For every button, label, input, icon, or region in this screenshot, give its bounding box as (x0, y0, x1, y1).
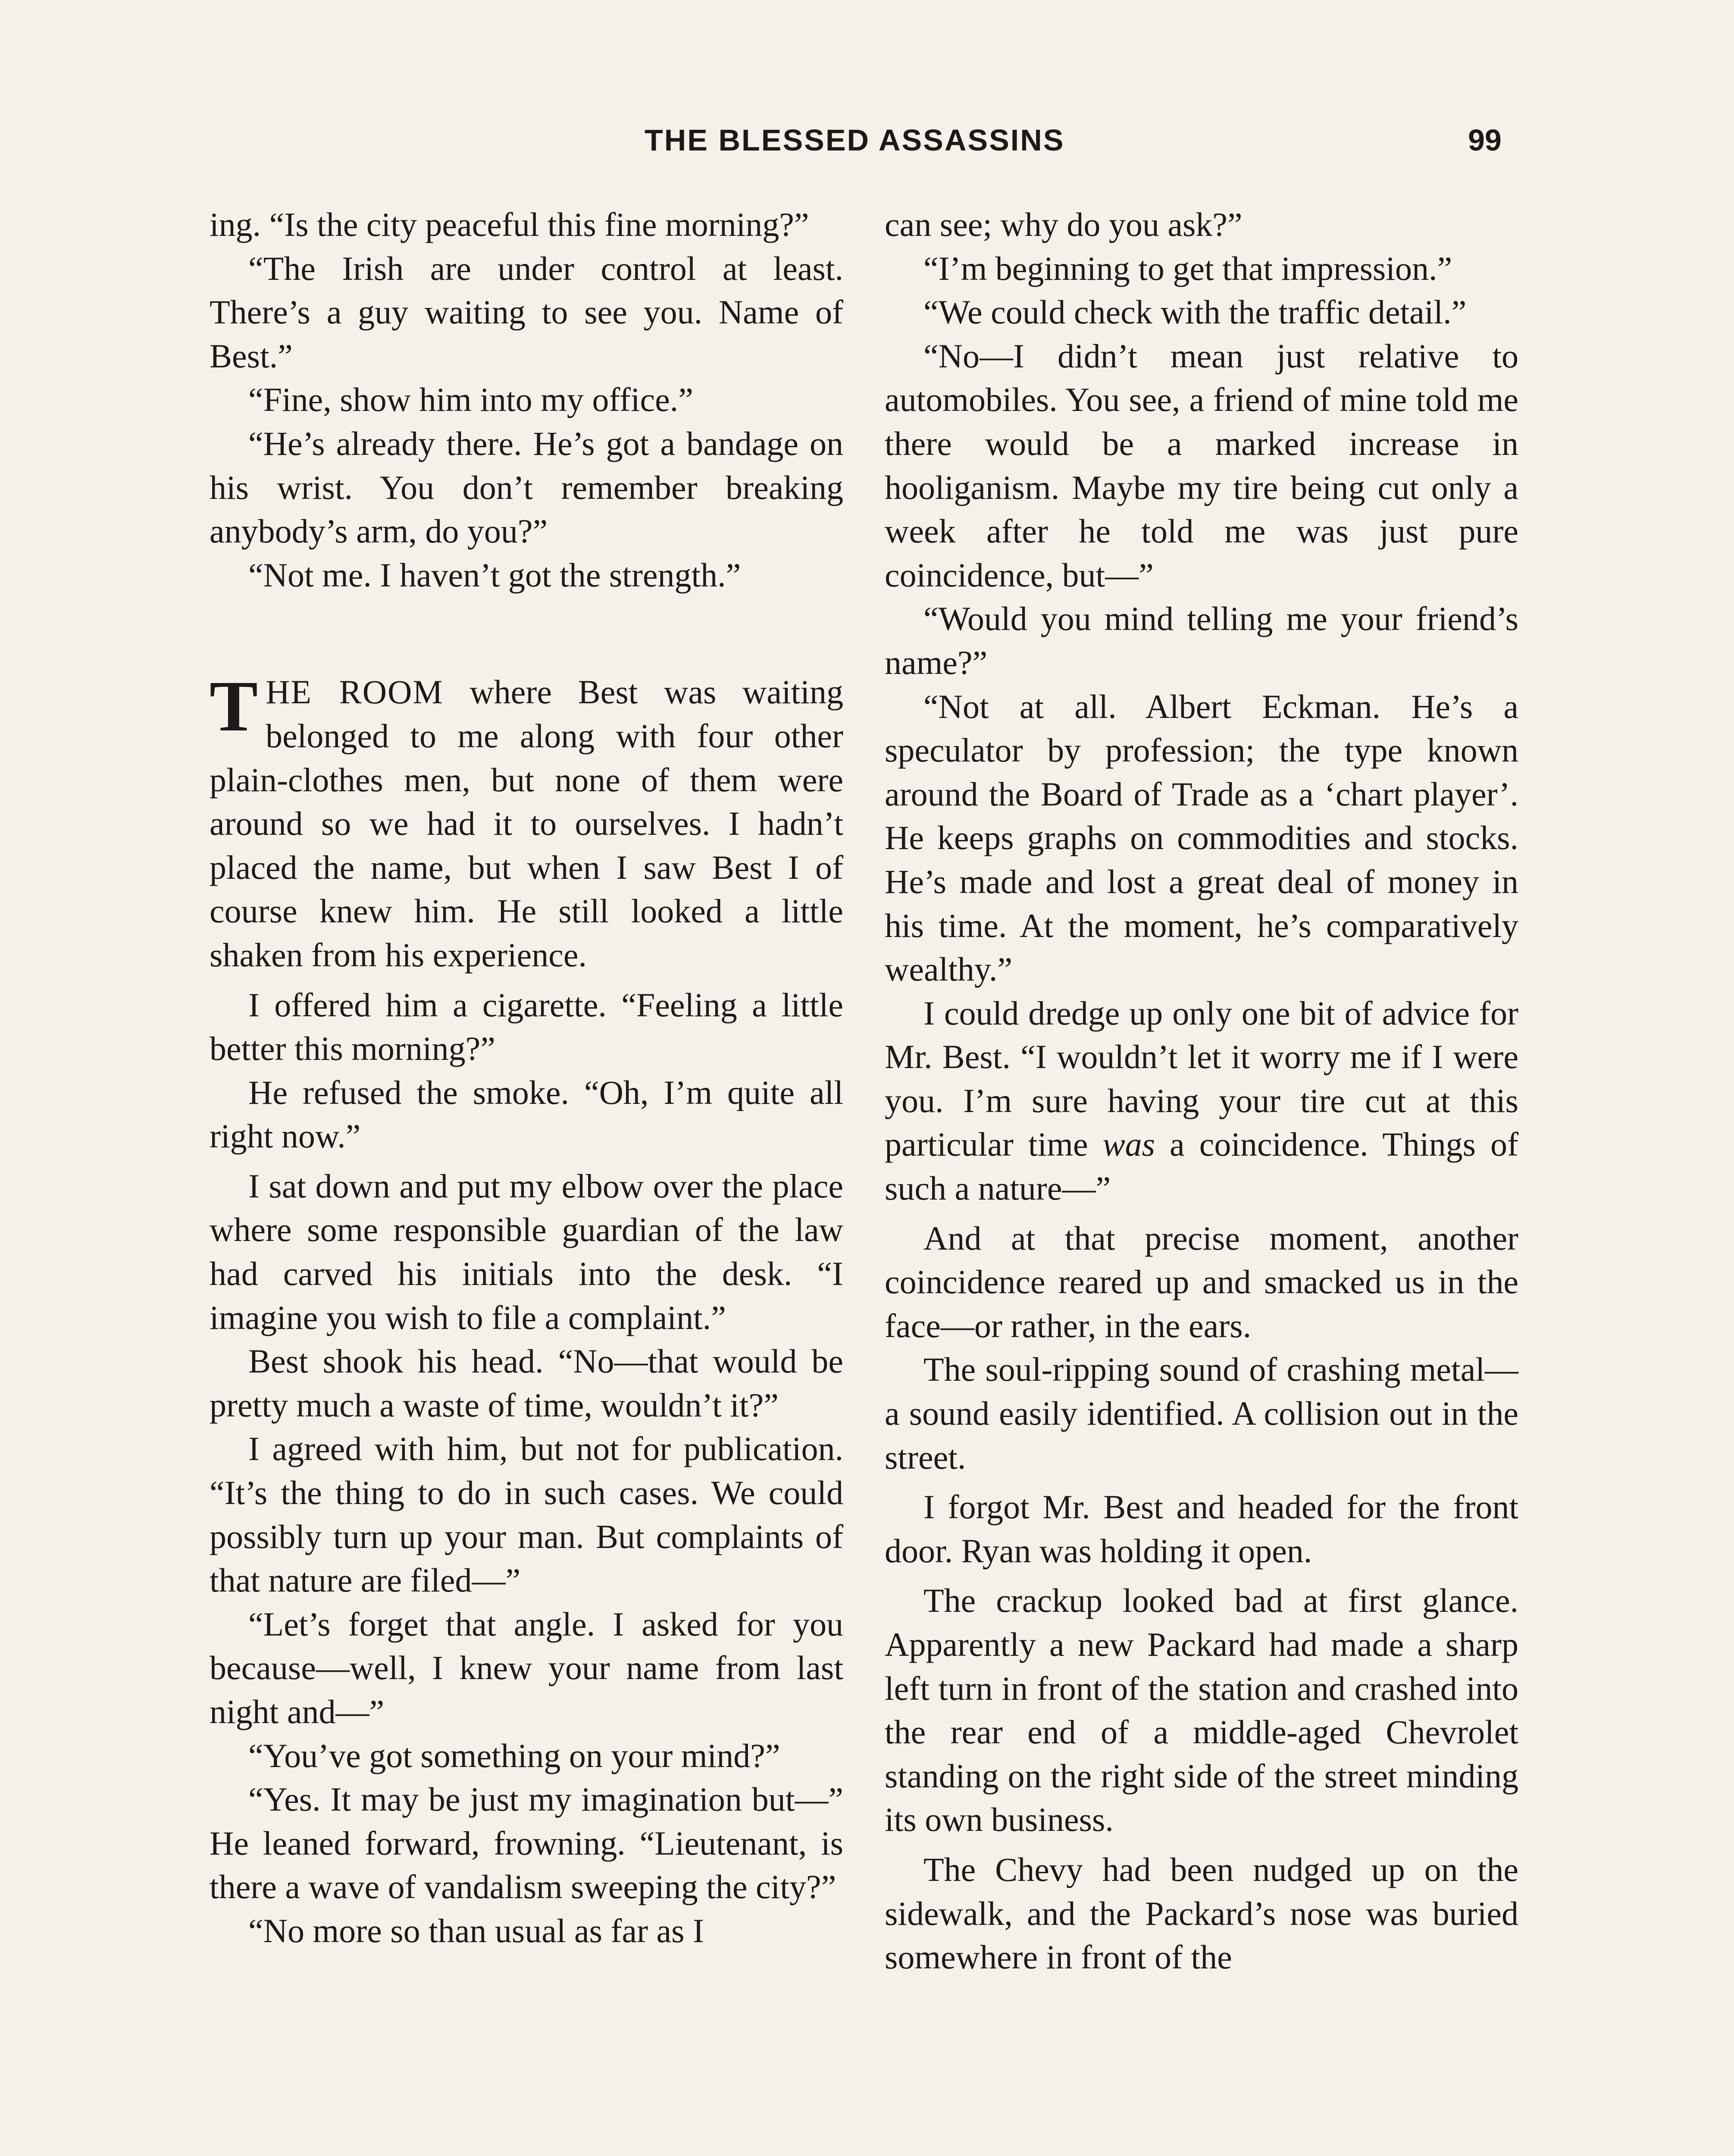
section-opening-paragraph (210, 666, 843, 977)
paragraph: And at that precise moment, another coincidence reared up and smacked us in the face—or rather, in the ears. (885, 1219, 1518, 1344)
paragraph: I offered him a cigarette. “Feeling a little better this morning?” (210, 986, 843, 1068)
paragraph: “Fine, show him into my office.” (248, 381, 693, 419)
paragraph: “Let’s forget that angle. I asked for you because—well, I knew your name from last night and—” (210, 1605, 843, 1730)
paragraph: Best shook his head. “No—that would be pretty much a waste of time, wouldn’t it?” (210, 1342, 843, 1424)
paragraph: ing. “Is the city peaceful this fine morning?” (210, 206, 809, 243)
paragraph: He refused the smoke. “Oh, I’m quite all right now.” (210, 1073, 843, 1155)
paragraph: “Yes. It may be just my imagination but—” He leaned forward, frowning. “Lieutenant, is there a wave of vandalism sweeping the city?” (210, 1780, 843, 1906)
paragraph: The soul-ripping sound of crashing metal—a sound easily identified. A collision out in the street. (885, 1351, 1518, 1476)
paragraph: “The Irish are under control at least. There’s a guy waiting to see you. Name of Best.” (210, 249, 843, 375)
emphasis: was (1102, 1125, 1155, 1163)
left-column (210, 203, 843, 1953)
section-break (210, 597, 843, 670)
paragraph (885, 991, 1518, 1210)
paragraph: “I’m beginning to get that impression.” (923, 249, 1452, 287)
paragraph: “We could check with the traffic detail.” (923, 293, 1467, 331)
paragraph: “Not at all. Albert Eckman. He’s a speculator by profession; the type known around the Board of Trade as a ‘chart player’. He keeps graphs on commodities and stocks. He’s made and lost a great deal of money in his time. At the moment, he’s comparatively wealthy.” (885, 687, 1518, 988)
paragraph: I sat down and put my elbow over the place where some responsible guardian of the law had carved his initials into the desk. “I imagine you wish to file a complaint.” (210, 1167, 843, 1336)
section-lead-words: HE ROOM (266, 673, 444, 711)
page-number: 99 (1468, 123, 1502, 157)
section-text: where Best was waiting belonged to me along with four other plain-clothes men, but none of them were around so we had it to ourselves. I hadn’t placed the name, but when I saw Best I of course knew him. He still looked a little shaken from his experience. (210, 673, 843, 974)
drop-cap: T (210, 666, 258, 747)
paragraph: “No—I didn’t mean just relative to automobiles. You see, a friend of mine told me there would be a marked increase in hooliganism. Maybe my tire being cut only a week after he told me was just pure coincidence, but—” (885, 337, 1518, 594)
paragraph: “You’ve got something on your mind?” (248, 1736, 780, 1774)
text-run: I could dredge up only one bit of advice for Mr. Best. “I wouldn’t let it worry me if I were you. I’m sure having your tire cut at this particular time (885, 994, 1518, 1163)
paragraph: “No more so than usual as far as I (248, 1912, 704, 1949)
paragraph: “He’s already there. He’s got a bandage on his wrist. You don’t remember breaking anybody’s arm, do you?” (210, 424, 843, 550)
paragraph: The crackup looked bad at first glance. Apparently a new Packard had made a sharp left turn in front of the station and crashed into the rear end of a middle-aged Chevrolet standing on the right side of the street minding its own business. (885, 1582, 1518, 1839)
running-header (0, 123, 1734, 162)
paragraph: can see; why do you ask?” (885, 206, 1243, 243)
paragraph: “Not me. I haven’t got the strength.” (248, 556, 741, 594)
paragraph: “Would you mind telling me your friend’s name?” (885, 600, 1518, 681)
text-run: a coincidence. Things of such a nature—” (885, 1125, 1518, 1207)
paragraph: The Chevy had been nudged up on the sidewalk, and the Packard’s nose was buried somewhere in front of the (885, 1850, 1518, 1976)
right-column (885, 203, 1518, 1979)
paragraph: I forgot Mr. Best and headed for the front door. Ryan was holding it open. (885, 1488, 1518, 1570)
paragraph: I agreed with him, but not for publication. “It’s the thing to do in such cases. We could possibly turn up your man. But complaints of that nature are filed—” (210, 1430, 843, 1599)
running-title: THE BLESSED ASSASSINS (645, 123, 1065, 157)
